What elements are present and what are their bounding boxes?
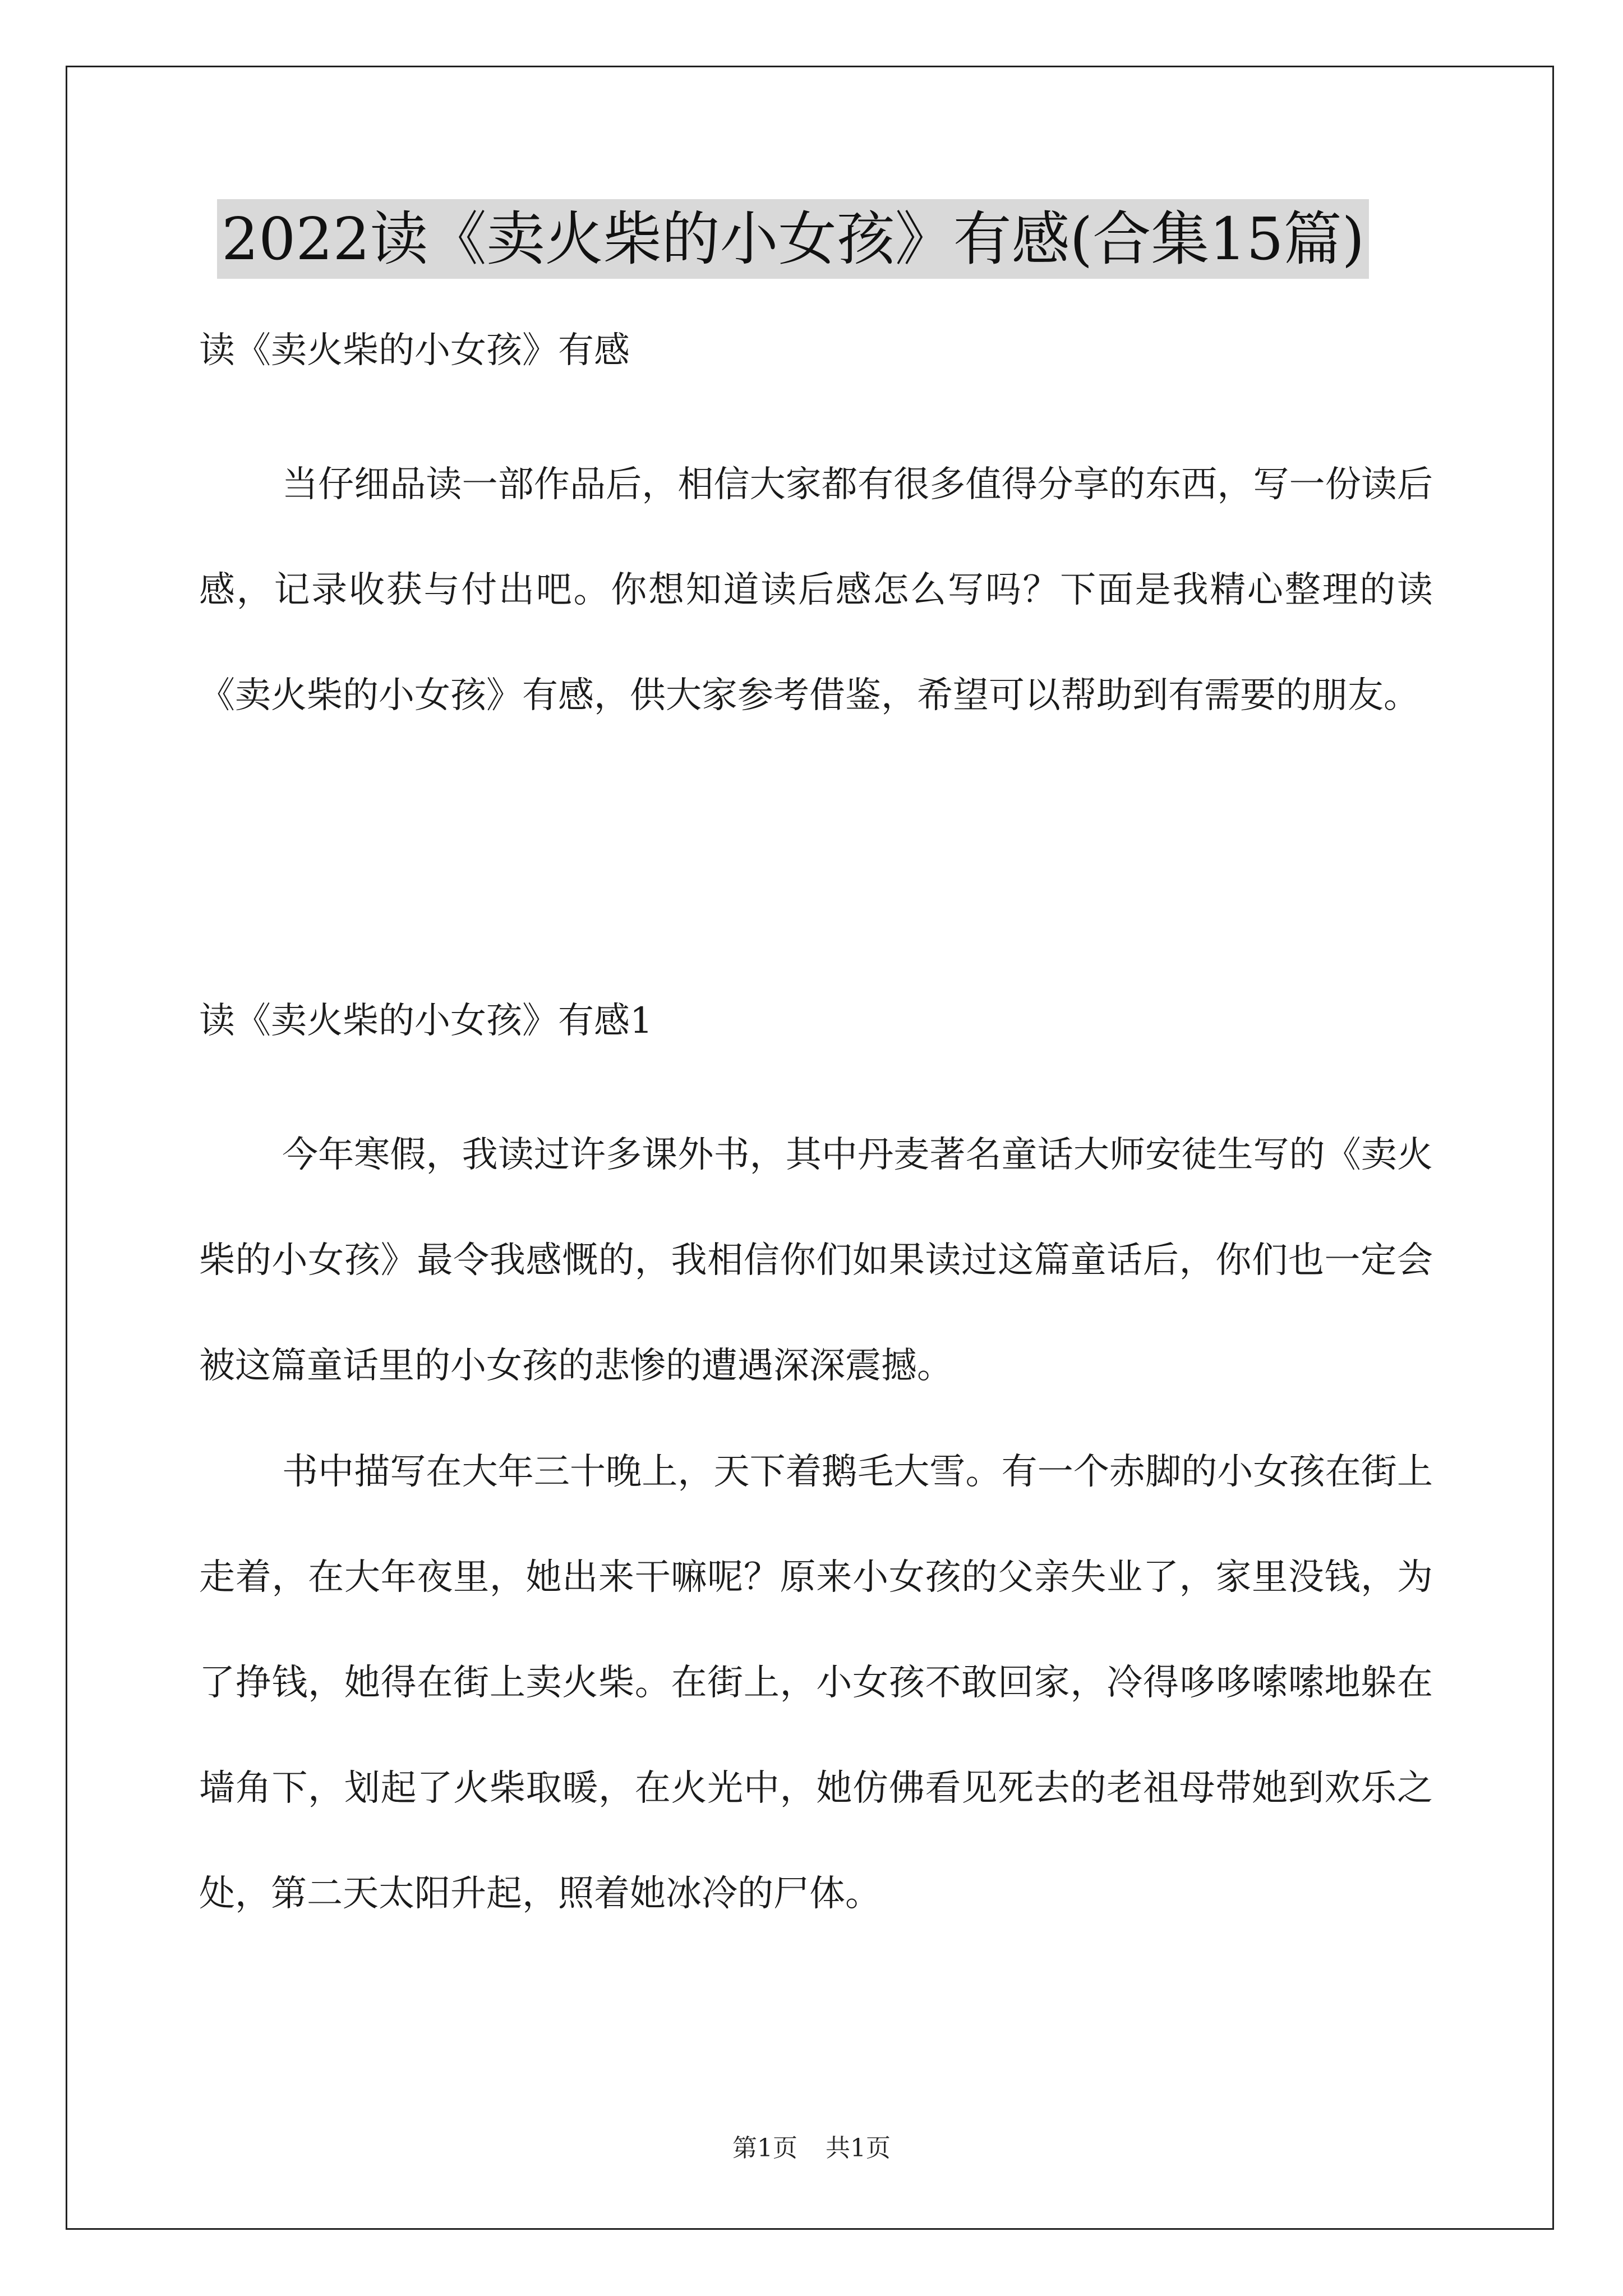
essay1-paragraph-1: 今年寒假，我读过许多课外书，其中丹麦著名童话大师安徒生写的《卖火柴的小女孩》最令我感慨的，我相信你们如果读过这篇童话后，你们也一定会被这篇童话里的小女孩的悲惨的遭遇深深震撼。 [199, 1134, 1433, 1387]
intro-heading: 读《卖火柴的小女孩》有感 [199, 330, 630, 371]
page-number-total: 共1页 [826, 2134, 891, 2162]
page-footer [0, 2132, 1623, 2165]
essay1-heading: 读《卖火柴的小女孩》有感1 [199, 1000, 653, 1042]
essay1-paragraph-2: 书中描写在大年三十晚上，天下着鹅毛大雪。有一个赤脚的小女孩在街上走着，在大年夜里，她出来干嘛呢？原来小女孩的父亲失业了，家里没钱，为了挣钱，她得在街上卖火柴。在街上，小女孩不敢回家，冷得哆哆嗦嗦地躲在墙角下，划起了火柴取暖，在火光中，她仿佛看见死去的老祖母带她到欢乐之处，第二天太阳升起，照着她冰冷的尸体。 [199, 1451, 1433, 1915]
document-title: 2022读《卖火柴的小女孩》有感(合集15篇) [217, 199, 1369, 279]
intro-paragraph: 当仔细品读一部作品后，相信大家都有很多值得分享的东西，写一份读后感，记录收获与付出吧。你想知道读后感怎么写吗？下面是我精心整理的读《卖火柴的小女孩》有感，供大家参考借鉴，希望可以帮助到有需要的朋友。 [199, 464, 1433, 716]
page-number-current: 第1页 [732, 2134, 797, 2162]
